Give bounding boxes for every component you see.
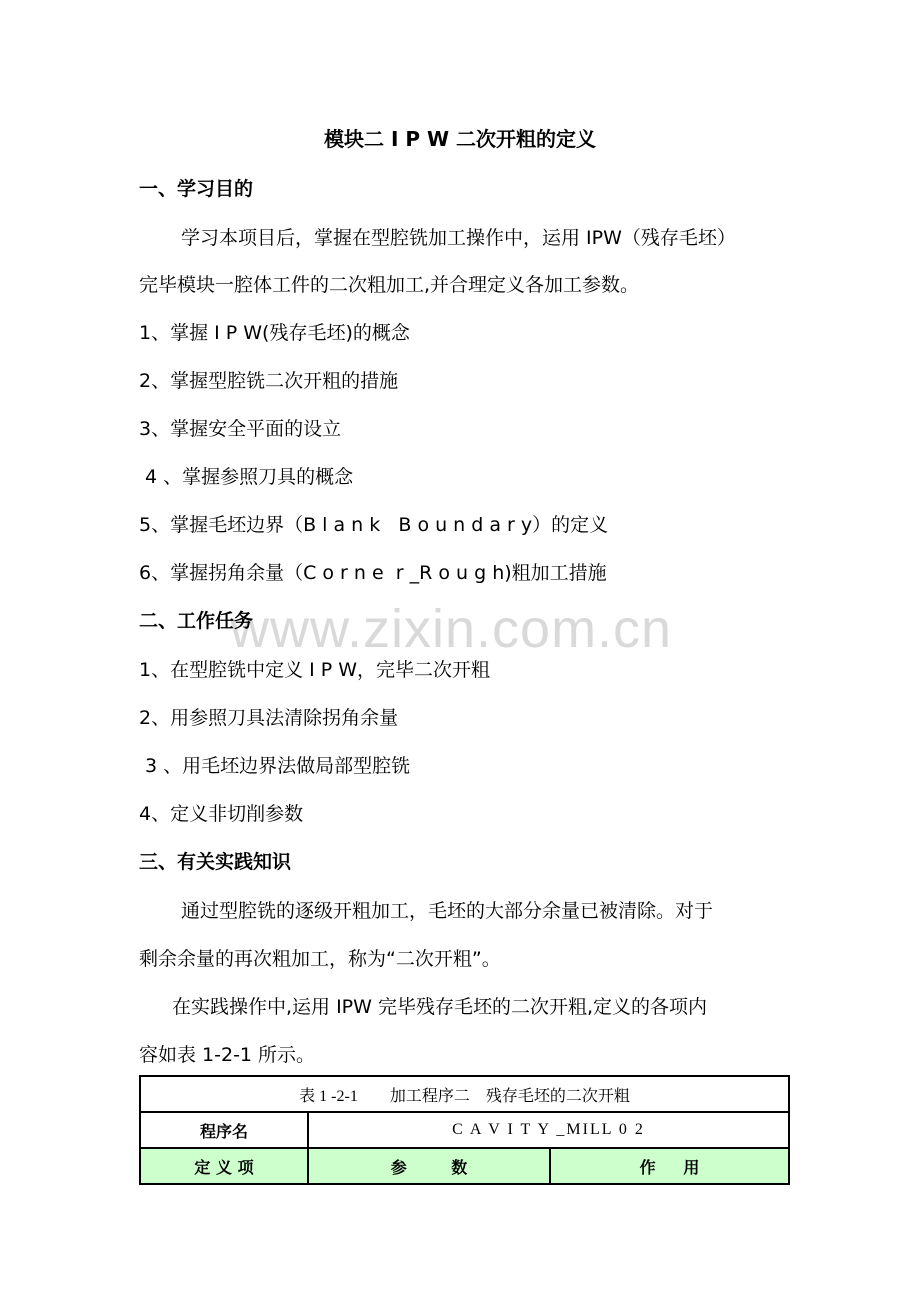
objective-item: 6、掌握拐角余量（C o r n e r _R o u g h)粗加工措施 (139, 562, 607, 584)
document-title: 模块二 I P W 二次开粗的定义 (323, 127, 596, 151)
section-heading-objectives: 一、学习目的 (139, 178, 254, 200)
task-item: 3 、用毛坯边界法做局部型腔铣 (139, 755, 411, 777)
knowledge-paragraph-line: 通过型腔铣的逐级开粗加工，毛坯的大部分余量已被清除。对于 (181, 900, 714, 922)
knowledge-paragraph-line: 容如表 1-2-1 所示。 (139, 1044, 316, 1066)
knowledge-paragraph-line: 在实践操作中,运用 IPW 完毕残存毛坯的二次开粗,定义的各项内 (172, 996, 708, 1018)
column-header-definition: 定 义 项 (140, 1148, 308, 1184)
column-header-function: 作 用 (550, 1148, 789, 1184)
objective-item: 1、掌握 I P W(残存毛坯)的概念 (139, 322, 410, 344)
program-name-label: 程序名 (140, 1112, 308, 1148)
task-item: 1、在型腔铣中定义 I P W，完毕二次开粗 (139, 659, 491, 681)
objective-item: 3、掌握安全平面的设立 (139, 418, 342, 440)
section-heading-knowledge: 三、有关实践知识 (139, 851, 292, 873)
objectives-paragraph-line-1: 学习本项目后，掌握在型腔铣加工操作中，运用 IPW（残存毛坯） (181, 227, 736, 249)
objective-item: 4 、掌握参照刀具的概念 (139, 466, 354, 488)
task-item: 2、用参照刀具法清除拐角余量 (139, 707, 399, 729)
program-definition-table (139, 1075, 790, 1185)
objectives-paragraph-line-2: 完毕模块一腔体工件的二次粗加工,并合理定义各加工参数。 (139, 274, 640, 296)
column-header-parameter: 参 数 (308, 1148, 550, 1184)
objective-item: 5、掌握毛坯边界（B l a n k B o u n d a r y）的定义 (139, 514, 609, 536)
task-item: 4、定义非切削参数 (139, 803, 304, 825)
objective-item: 2、掌握型腔铣二次开粗的措施 (139, 370, 399, 392)
watermark: www.zixin.com.cn (230, 599, 673, 659)
section-heading-tasks: 二、工作任务 (139, 610, 254, 632)
program-name-value: C A V I T Y _MILL 0 2 (308, 1112, 789, 1148)
table-caption: 表 1 -2-1 加工程序二 残存毛坯的二次开粗 (140, 1076, 789, 1112)
knowledge-paragraph-line: 剩余余量的再次粗加工，称为“二次开粗”。 (139, 948, 501, 970)
